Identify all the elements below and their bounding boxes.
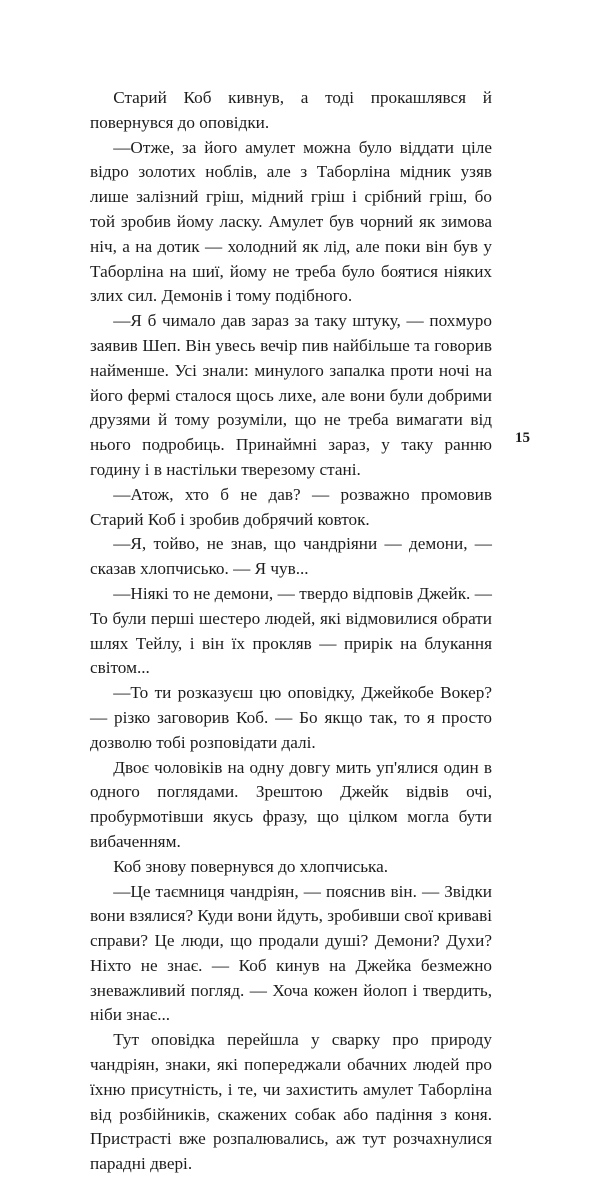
paragraph-1: Старий Коб кивнув, а тоді прокашлявся й повернувся до оповідки. xyxy=(90,88,492,132)
paragraph-7: —То ти розказуєш цю оповідку, Джейкобе Вокер? — різко заговорив Коб. — Бо якщо так, то я просто дозволю тобі розповідати далі. xyxy=(90,683,492,752)
paragraph-3: —Я б чимало дав зараз за таку штуку, — похмуро заявив Шеп. Він увесь вечір пив найбільше та говорив найменше. Усі знали: минулого запалка проти ночі на його фермі сталося щось лихе, але вони були добрими друзями й тому розуміли, що не треба вимагати від нього подробиць. Принаймні зараз, у таку ранню годину і в настільки тверезому стані. xyxy=(90,311,492,479)
paragraph-10: —Це таємниця чандріян, — пояснив він. — Звідки вони взялися? Куди вони йдуть, зробивши свої криваві справи? Це люди, що продали душі? Демони? Духи? Ніхто не знає. — Коб кинув на Джейка безмежно зневажливий погляд. — Хоча кожен йолоп і твердить, ніби знає... xyxy=(90,881,492,1025)
paragraph-6: —Ніякі то не демони, — твердо відповів Джейк. — То були перші шестеро людей, які відмовилися обрати шлях Тейлу, і він їх прокляв — прирік на блукання світом... xyxy=(90,583,492,678)
page-text xyxy=(90,86,492,1177)
paragraph-2: —Отже, за його амулет можна було віддати ціле відро золотих ноблів, але з Таборліна мідник узяв лише залізний гріш, мідний гріш і срібний гріш, бо той зробив йому ласку. Амулет був чорний як зимова ніч, а на дотик — холодний як лід, але поки він був у Таборліна на шиї, йому не треба було боятися ніяких злих сил. Демонів і тому подібного. xyxy=(90,137,492,306)
paragraph-5: —Я, тойво, не знав, що чандріяни — демони, — сказав хлопчисько. — Я чув... xyxy=(90,534,492,579)
page-number: 15 xyxy=(515,430,530,446)
paragraph-8: Двоє чоловіків на одну довгу мить уп'ялися один в одного поглядами. Зрештою Джейк відвів очі, пробурмотівши якусь фразу, що цілком могла бути вибаченням. xyxy=(90,757,492,851)
paragraph-4: —Атож, хто б не дав? — розважно промовив Старий Коб і зробив добрячий ковток. xyxy=(90,484,492,529)
paragraph-9: Коб знову повернувся до хлопчиська. xyxy=(113,856,389,876)
paragraph-11: Тут оповідка перейшла у сварку про природу чандріян, знаки, які попереджали обачних людей про їхню присутність, і те, чи захистить амулет Таборліна від розбійників, скажених собак або падіння з коня. Пристрасті вже розпалювались, аж тут розчахнулися парадні двері. xyxy=(90,1030,492,1174)
